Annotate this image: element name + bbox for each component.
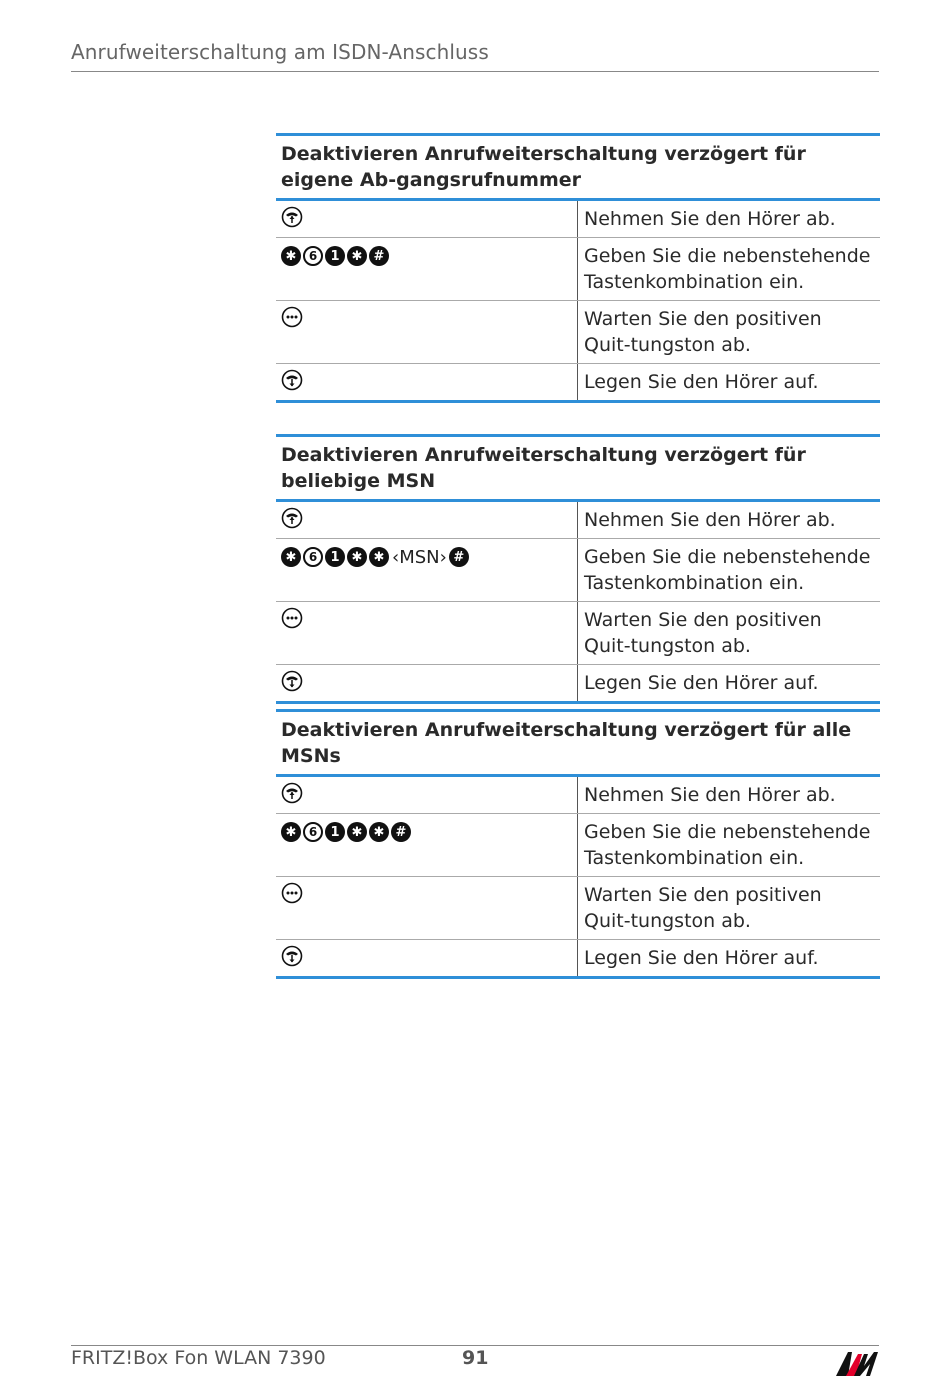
keypad-key-icon: # xyxy=(449,547,469,567)
handset-lift-icon xyxy=(281,782,303,804)
table-title: Deaktivieren Anrufweiterschaltung verzögert für beliebige MSN xyxy=(276,437,880,502)
row-symbol-cell xyxy=(276,301,578,363)
table-row xyxy=(276,502,880,538)
handset-hangup-icon xyxy=(281,369,303,391)
row-instruction-text: Geben Sie die nebenstehende Tastenkombination ein. xyxy=(584,546,871,594)
table-title: Deaktivieren Anrufweiterschaltung verzögert für eigene Ab-gangsrufnummer xyxy=(276,136,880,201)
table-title: Deaktivieren Anrufweiterschaltung verzögert für alle MSNs xyxy=(276,712,880,777)
row-instruction-text: Nehmen Sie den Hörer ab. xyxy=(584,509,836,531)
keypad-key-icon: ✱ xyxy=(347,547,367,567)
row-symbol-cell xyxy=(276,665,578,701)
table-row xyxy=(276,538,880,601)
keypad-key-icon: 1 xyxy=(325,822,345,842)
header-divider xyxy=(71,71,879,72)
keypad-key-icon: ✱ xyxy=(347,822,367,842)
keypad-key-icon: ✱ xyxy=(281,822,301,842)
keypad-key-icon: ✱ xyxy=(281,246,301,266)
keypad-key-icon: 6 xyxy=(303,822,323,842)
keypad-key-icon: 1 xyxy=(325,547,345,567)
row-instruction-text: Nehmen Sie den Hörer ab. xyxy=(584,208,836,230)
confirmation-tone-icon xyxy=(281,607,303,629)
page-header-title: Anrufweiterschaltung am ISDN-Anschluss xyxy=(71,40,489,64)
keypad-key-icon: # xyxy=(369,246,389,266)
table-row xyxy=(276,601,880,664)
row-symbol-cell xyxy=(276,201,578,237)
row-symbol-cell xyxy=(276,940,578,976)
table-row xyxy=(276,664,880,701)
row-symbol-cell xyxy=(276,502,578,538)
keypad-key-icon: ✱ xyxy=(369,822,389,842)
handset-lift-icon xyxy=(281,507,303,529)
row-instruction-text: Geben Sie die nebenstehende Tastenkombination ein. xyxy=(584,245,871,293)
row-symbol-cell xyxy=(276,814,578,876)
row-symbol-cell xyxy=(276,777,578,813)
confirmation-tone-icon xyxy=(281,882,303,904)
row-instruction-text: Legen Sie den Hörer auf. xyxy=(584,371,819,393)
confirmation-tone-icon xyxy=(281,306,303,328)
table-row xyxy=(276,813,880,876)
table-row xyxy=(276,300,880,363)
keypad-key-icon: # xyxy=(391,822,411,842)
keypad-key-icon: ✱ xyxy=(369,547,389,567)
table-row xyxy=(276,201,880,237)
row-symbol-cell xyxy=(276,238,578,300)
row-instruction-text: Warten Sie den positiven Quit-tungston ab. xyxy=(584,609,822,657)
handset-lift-icon xyxy=(281,206,303,228)
keypad-key-icon: 6 xyxy=(303,547,323,567)
row-instruction-text: Legen Sie den Hörer auf. xyxy=(584,947,819,969)
avm-logo-icon xyxy=(834,1348,882,1378)
row-symbol-cell xyxy=(276,877,578,939)
key-combination xyxy=(281,243,391,269)
table-row xyxy=(276,237,880,300)
row-instruction-text: Legen Sie den Hörer auf. xyxy=(584,672,819,694)
row-instruction-text: Nehmen Sie den Hörer ab. xyxy=(584,784,836,806)
instruction-table xyxy=(276,709,880,979)
table-row xyxy=(276,939,880,976)
row-symbol-cell xyxy=(276,602,578,664)
msn-placeholder: ‹MSN› xyxy=(392,546,447,568)
page-number: 91 xyxy=(462,1347,489,1369)
instruction-table xyxy=(276,133,880,403)
row-symbol-cell xyxy=(276,364,578,400)
row-instruction-text: Warten Sie den positiven Quit-tungston ab. xyxy=(584,308,822,356)
table-row xyxy=(276,876,880,939)
key-combination xyxy=(281,819,413,845)
keypad-key-icon: 1 xyxy=(325,246,345,266)
row-instruction-text: Warten Sie den positiven Quit-tungston ab. xyxy=(584,884,822,932)
table-row xyxy=(276,777,880,813)
handset-hangup-icon xyxy=(281,670,303,692)
keypad-key-icon: ✱ xyxy=(281,547,301,567)
row-instruction-text: Geben Sie die nebenstehende Tastenkombination ein. xyxy=(584,821,871,869)
row-symbol-cell xyxy=(276,539,578,601)
instruction-table xyxy=(276,434,880,704)
footer-divider xyxy=(71,1345,879,1346)
key-combination xyxy=(281,544,471,570)
footer-product-name: FRITZ!Box Fon WLAN 7390 xyxy=(71,1347,326,1369)
keypad-key-icon: ✱ xyxy=(347,246,367,266)
handset-hangup-icon xyxy=(281,945,303,967)
keypad-key-icon: 6 xyxy=(303,246,323,266)
table-row xyxy=(276,363,880,400)
